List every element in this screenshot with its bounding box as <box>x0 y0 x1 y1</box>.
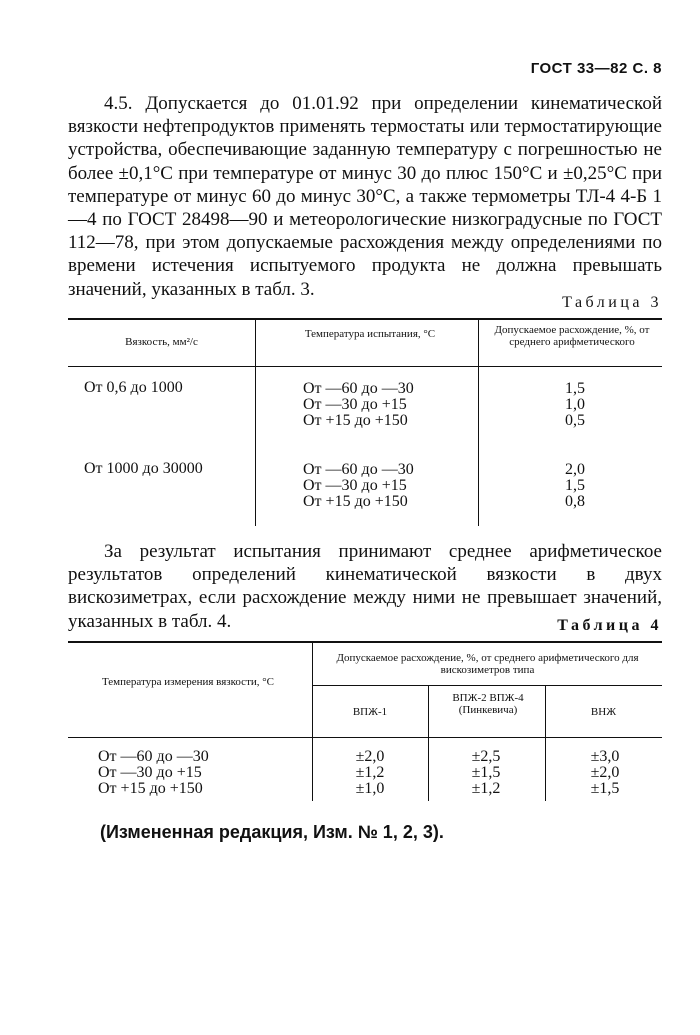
table3-row1-temp1: От —60 до —30 <box>303 380 414 397</box>
paragraph-result: За результат испытания принимают среднее арифметическое результатов определений кинематической вязкости в двух вискозиметрах, если расхождение между ними не превышает значений, указанных в табл. 4. <box>68 541 662 632</box>
table3-row2-value3: 0,8 <box>565 493 585 510</box>
table4-subheader-rule <box>312 685 662 686</box>
table3-row2-temp2: От —30 до +15 <box>303 477 407 494</box>
table4-col-divider-3 <box>545 685 546 801</box>
table4-header-temperature: Температура измерения вязкости, °С <box>101 676 274 688</box>
table3-header-temperature: Температура испытания, °С <box>304 328 436 340</box>
table3-header-tolerance: Допускаемое расхождение, %, от среднего арифметического <box>494 324 650 348</box>
table4-header-rule <box>68 737 662 738</box>
table3-row1-viscosity: От 0,6 до 1000 <box>84 379 183 396</box>
table3-row1-temp2: От —30 до +15 <box>303 396 407 413</box>
table4-header-vnzh: ВНЖ <box>590 706 617 718</box>
table4-temp3: От +15 до +150 <box>98 780 203 797</box>
table4-vpzh24-value2: ±1,5 <box>471 764 501 781</box>
table4-vpzh24-value1: ±2,5 <box>471 748 501 765</box>
table3-row1-value2: 1,0 <box>565 396 585 413</box>
table3-row2-temp1: От —60 до —30 <box>303 461 414 478</box>
paragraph-4-5: 4.5. Допускается до 01.01.92 при определении кинематической вязкости нефтепродуктов применять термостаты или термостатирующие устройства, обеспечивающие заданную температуру с погрешностью не более ±0,1°С при температуре от минус 30 до плюс 150°С и ±0,25°С при температуре от минус 60 до минус 30°С, а также термометры ТЛ-4 4-Б 1—4 по ГОСТ 28498—90 и метеорологические низкоградусные по ГОСТ 112—78, при этом допускаемые расхождения между определениями по времени истечения испытуемого продукта не должна превышать значений, указанных в табл. 3. <box>68 93 662 300</box>
table4-vpzh1-value1: ±2,0 <box>355 748 385 765</box>
table4-vnzh-value2: ±2,0 <box>590 764 620 781</box>
table3-row2-value2: 1,5 <box>565 477 585 494</box>
table4-vpzh1-value2: ±1,2 <box>355 764 385 781</box>
table4-header-vpzh24: ВПЖ-2 ВПЖ-4 (Пинкевича) <box>452 692 524 716</box>
table3-header-viscosity: Вязкость, мм²/с <box>125 336 198 348</box>
table3-top-rule <box>68 318 662 320</box>
table4-header-vpzh1: ВПЖ-1 <box>352 706 388 718</box>
table3-row1-temp3: От +15 до +150 <box>303 412 408 429</box>
table4-temp1: От —60 до —30 <box>98 748 209 765</box>
table3-header-rule <box>68 366 662 367</box>
table4-vpzh24-value3: ±1,2 <box>471 780 501 797</box>
table4-top-rule <box>68 641 662 643</box>
table3-row2-temp3: От +15 до +150 <box>303 493 408 510</box>
table3-col-divider-2 <box>478 318 479 526</box>
page-header: ГОСТ 33—82 С. 8 <box>530 60 662 77</box>
table4-vnzh-value3: ±1,5 <box>590 780 620 797</box>
amendment-note: (Измененная редакция, Изм. № 1, 2, 3). <box>100 822 444 842</box>
table3-col-divider-1 <box>255 318 256 526</box>
table4-col-divider-1 <box>312 641 313 801</box>
table4-vpzh1-value3: ±1,0 <box>355 780 385 797</box>
table4-caption: Таблица 4 <box>557 617 662 634</box>
table3-row2-viscosity: От 1000 до 30000 <box>84 460 203 477</box>
table4-vnzh-value1: ±3,0 <box>590 748 620 765</box>
table4-temp2: От —30 до +15 <box>98 764 202 781</box>
table3-row1-value1: 1,5 <box>565 380 585 397</box>
table3-caption: Таблица 3 <box>562 294 662 311</box>
table4-col-divider-2 <box>428 685 429 801</box>
table4-header-tolerance-group: Допускаемое расхождение, %, от среднего арифметического для вискозиметров типа <box>336 652 639 676</box>
table3-row2-value1: 2,0 <box>565 461 585 478</box>
table3-row1-value3: 0,5 <box>565 412 585 429</box>
